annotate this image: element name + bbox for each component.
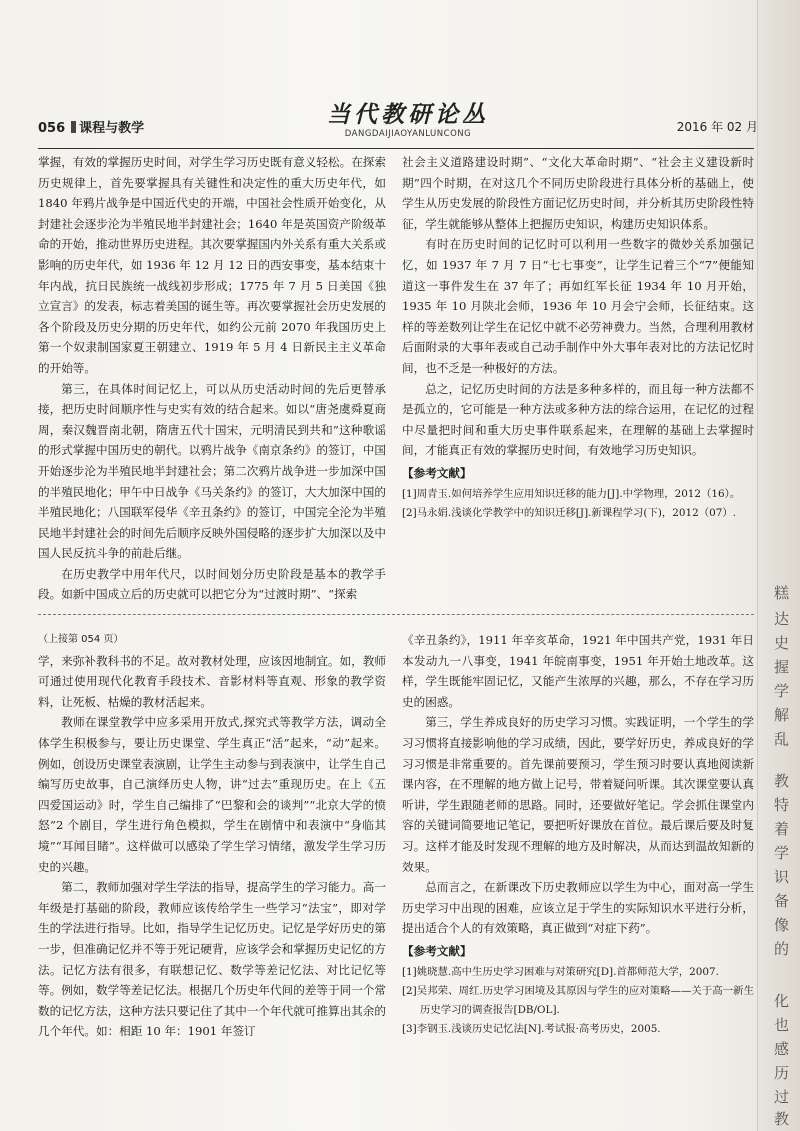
page-number bbox=[38, 117, 144, 136]
article-bottom-right-column bbox=[402, 630, 754, 1095]
paragraph: 总而言之，在新课改下历史教师应以学生为中心，面对高一学生历史学习中出现的困难，应该立足于学生的实际知识水平进行分析，提出适合个人的有效策略，真正做到“对症下药”。 bbox=[402, 880, 754, 936]
reference-item: [2]吴邦荣、周红.历史学习困境及其原因与学生的应对策略——关于高一新生历史学习的调查报告[DB/OL]. bbox=[402, 984, 754, 1016]
paragraph: 有时在历史时间的记忆时可以利用一些数字的微妙关系加强记忆，如 1937 年 7 月 7 日“七七事变”，让学生记着三个“7”便能知道这一事件发生在 37 年了；再如红军长征 1934 年 10 月开始，1935 年 10 月陕北会师，1936 年 10 月会宁会师，长征结束。这样的等差数列让学生在记忆中就不必劳神费力。当然，合理利用教材后面附录的大事年表或自己动手制作中外大事年表对比的方法记忆时间，也不乏是一种极好的方法。 bbox=[402, 237, 754, 375]
paragraph: 总之，记忆历史时间的方法是多种多样的，而且每一种方法都不是孤立的，它可能是一种方法或多种方法的综合运用，在记忆的过程中尽量把时间和重大历史事件联系起来，在理解的基础上去掌握时间，才能真正有效的掌握历史时间，有效地学习历史知识。 bbox=[402, 381, 754, 458]
article-bottom-left-column bbox=[38, 630, 386, 1095]
adjacent-page-glyph: 像 bbox=[774, 916, 790, 934]
adjacent-page-glyph: 学 bbox=[774, 844, 790, 862]
page-header bbox=[38, 96, 758, 146]
adjacent-page-glyph: 教 bbox=[774, 772, 790, 790]
paragraph: 在历史教学中用年代尺，以时间划分历史阶段是基本的教学手段。如新中国成立后的历史就可以把它分为“过渡时期”、“探索 bbox=[38, 566, 386, 602]
reference-item: [1]姚晓慧.高中生历史学习困难与对策研究[D].首都师范大学，2007. bbox=[402, 965, 719, 978]
adjacent-page-glyph: 历 bbox=[774, 1064, 790, 1082]
adjacent-page-edge bbox=[757, 0, 800, 1131]
reference-item: [2]马永娟.浅谈化学教学中的知识迁移[J].新课程学习(下)，2012（07）. bbox=[402, 506, 737, 519]
reference-item: [3]李钢玉.浅谈历史记忆法[N].考试报·高考历史，2005. bbox=[402, 1022, 661, 1035]
adjacent-page-glyph: 达 bbox=[774, 610, 790, 628]
adjacent-page-glyph: 化 bbox=[774, 992, 790, 1010]
adjacent-page-glyph: 识 bbox=[774, 868, 790, 886]
header-rule bbox=[38, 148, 754, 149]
page-number-text: 056 bbox=[38, 121, 66, 136]
paragraph: 第三，在具体时间记忆上，可以从历史活动时间的先后更替承接，把历史时间顺序性与史实有效的结合起来。如以“唐尧虞舜夏商周，秦汉魏晋南北朝，隋唐五代十国宋，元明清民到共和”这种歌谣的形式掌握中国历史的朝代。以鸦片战争《南京条约》的签订，中国开始逐步沦为半殖民地半封建社会；第二次鸦片战争进一步加深中国的半殖民地化；甲午中日战争《马关条约》的签订，大大加深中国的半殖民地化；八国联军侵华《辛丑条约》的签订，中国完全沦为半殖民地半封建社会的时间先后顺序反映外国侵略的逐步扩大加深以及中国人民反抗斗争的前赴后继。 bbox=[38, 381, 386, 561]
continued-note: （上接第 054 页） bbox=[38, 634, 124, 645]
adjacent-page-glyph: 过 bbox=[774, 1088, 790, 1106]
paragraph: 《辛丑条约》，1911 年辛亥革命，1921 年中国共产党，1931 年日本发动九一八事变，1941 年皖南事变，1951 年开始土地改革。这样，学生既能牢固记忆，又能产生浓厚的兴趣，那么，不存在学习历史的困惑。 bbox=[402, 633, 754, 709]
reference-item: [1]周青玉.如何培养学生应用知识迁移的能力[J].中学物理，2012（16）。 bbox=[402, 487, 741, 500]
adjacent-page-glyph: 教 bbox=[774, 1110, 790, 1128]
section-tag: 课程与教学 bbox=[65, 121, 144, 136]
adjacent-page-glyph: 特 bbox=[774, 796, 790, 814]
paragraph: 社会主义道路建设时期”、“文化大革命时期”、“社会主义建设新时期”四个时期，在对这几个不同历史阶段进行具体分析的基础上，使学生从历史发展的阶段性方面记忆历史时间，并分析其历史阶段性特征，学生就能够从整体上把握历史知识，构建历史知识体系。 bbox=[402, 155, 754, 231]
adjacent-page-glyph: 也 bbox=[774, 1016, 790, 1034]
references-heading: 【参考文献】 bbox=[402, 465, 472, 480]
adjacent-page-glyph: 史 bbox=[774, 634, 790, 652]
issue-date: 2016 年 02 月 bbox=[676, 120, 758, 134]
paragraph: 第三，学生养成良好的历史学习习惯。实践证明，一个学生的学习习惯将直接影响他的学习成绩，因此，要学好历史，养成良好的学习习惯是非常重要的。首先课前要预习，学生预习时要认真地阅读新课内容，在不理解的地方做上记号，带着疑问听课。其次课堂要认真听讲，学生跟随老师的思路。同时，还要做好笔记。学会抓住课堂内容的关键词简要地记笔记，要把听好课放在首位。最后课后要及时复习。这样才能及时发现不理解的地方及时解决，从而达到温故知新的效果。 bbox=[402, 715, 754, 874]
adjacent-page-glyph: 的 bbox=[774, 940, 790, 958]
adjacent-page-glyph: 学 bbox=[774, 682, 790, 700]
adjacent-page-glyph: 感 bbox=[774, 1040, 790, 1058]
article-top-left-column bbox=[38, 152, 386, 602]
paragraph: 学，来弥补教科书的不足。故对教材处理，应该因地制宜。如，教师可通过使用现代化教育手段技术、音影材料等直观、形象的教学资料，让死板、枯燥的教材活起来。 bbox=[38, 653, 386, 709]
paragraph: 教师在课堂教学中应多采用开放式,探究式等教学方法，调动全体学生积极参与，要让历史课堂、学生真正“活”起来，“动”起来。例如，创设历史课堂表演剧，让学生主动参与到表演中，让学生自己编写历史故事，自己演绎历史人物，讲“过去”重现历史。在上《五四爱国运动》时，学生自己编排了“巴黎和会的谈判”“北京大学的愤怒”2 个剧目，学生进行角色模拟，学生在剧情中和表演中“身临其境”“耳闻目睹”。这样做可以感染了学生学习情绪，激发学生学习历史的兴趣。 bbox=[38, 715, 386, 874]
article-top-right-column bbox=[402, 152, 754, 607]
adjacent-page-glyph: 着 bbox=[774, 820, 790, 838]
article-divider bbox=[38, 614, 754, 615]
adjacent-page-glyph: 糕 bbox=[774, 584, 790, 602]
adjacent-page-glyph: 握 bbox=[774, 658, 790, 676]
adjacent-page-glyph: 解 bbox=[774, 706, 790, 724]
journal-title-cn: 当代教研论丛 bbox=[327, 101, 489, 128]
adjacent-page-glyph: 备 bbox=[774, 892, 790, 910]
paragraph: 掌握，有效的掌握历史时间，对学生学习历史既有意义轻松。在探索历史规律上，首先要掌握具有关键性和决定性的重大历史年代，如 1840 年鸦片战争是中国近代史的开端，中国社会性质开始变化，从封建社会逐步沦为半殖民地半封建社会；1640 年是英国资产阶级革命的开始，推动世界历史进程。其次要掌握国内外关系有重大关系或影响的历史年代，如 1936 年 12 月 12 日的西安事变，基本结束十年内战，抗日民族统一战线初步形成；1775 年 7 月 5 日美国《独立宣言》的发表，标志着美国的诞生等。再次要掌握社会历史发展的各个阶段及历史分期的历史年代，如约公元前 2070 年我国历史上第一个奴隶制国家夏王朝建立、1919 年 5 月 4 日新民主主义革命的开始等。 bbox=[38, 155, 386, 375]
journal-logo bbox=[288, 96, 528, 139]
paragraph: 第二，教师加强对学生学法的指导，提高学生的学习能力。高一年级是打基础的阶段，教师应该传给学生一些学习“法宝”，即对学生的学法进行指导。比如，指导学生记忆历史。记忆是学好历史的第一步，但准确记忆并不等于死记硬背，应该学会和掌握历史记忆的方法。记忆方法有很多，有联想记忆、数学等差记忆法、对比记忆等等。例如，数学等差记忆法。根据几个历史年代间的差等于同一个常数的记忆方法，这种方法只要记住了其中一个年代就可推算出其余的几个年代。如：相距 10 年：1901 年签订 bbox=[38, 880, 386, 1039]
references-heading: 【参考文献】 bbox=[402, 943, 472, 958]
journal-title-en: DANGDAIJIAOYANLUNCONG bbox=[344, 129, 472, 139]
adjacent-page-glyph: 乱 bbox=[774, 730, 790, 748]
